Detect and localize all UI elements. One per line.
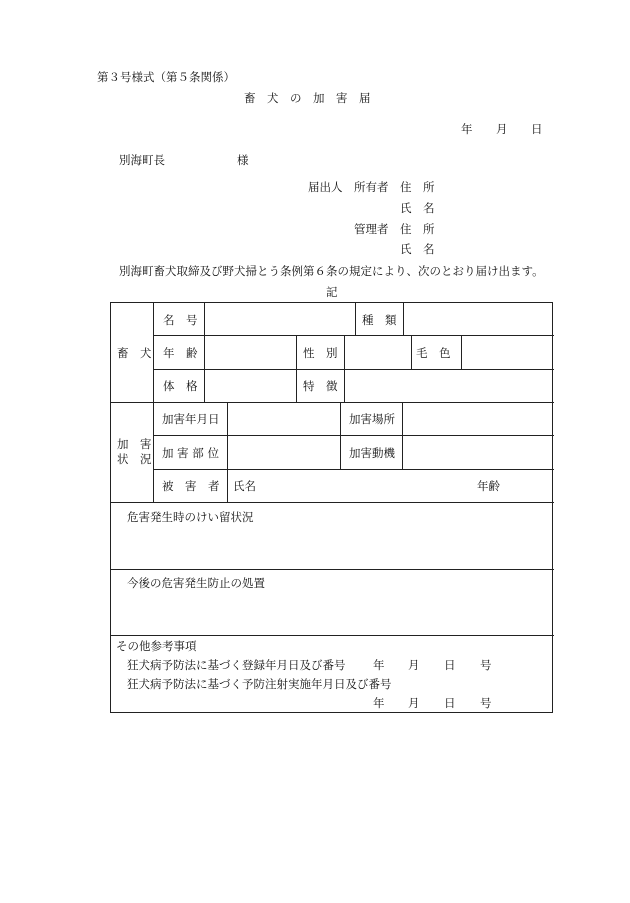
owner-label: 所有者 [354, 180, 389, 194]
ki-label: 記 [326, 285, 338, 299]
date-month-label: 月 [496, 122, 508, 136]
victim-name-label: 氏名 [233, 479, 256, 493]
manager-label: 管理者 [354, 222, 389, 236]
prevention-measures-label: 今後の危害発生防止の処置 [127, 576, 265, 590]
vaccination-label: 狂犬病予防法に基づく予防注射実施年月日及び番号 [127, 677, 392, 691]
owner-address-label: 住 所 [400, 180, 435, 194]
dog-section-label: 畜 犬 [117, 346, 152, 360]
harm-section-label-1: 加 害 [117, 437, 152, 451]
form-title: 畜 犬 の 加 害 届 [244, 91, 371, 105]
vaccination-number: 号 [480, 696, 492, 710]
applicant-label: 届出人 [308, 180, 343, 194]
manager-address-label: 住 所 [400, 222, 435, 236]
harm-part-label: 加 害 部 位 [162, 446, 219, 460]
victim-label: 被 害 者 [162, 479, 220, 493]
owner-name-label: 氏 名 [400, 201, 435, 215]
registration-number: 号 [480, 658, 492, 672]
registration-day: 日 [444, 658, 456, 672]
victim-age-label: 年齢 [477, 479, 500, 493]
dog-name-label: 名 号 [163, 313, 198, 327]
harm-motive-label: 加害動機 [349, 446, 395, 460]
harm-section-label-2: 状 況 [117, 452, 152, 466]
other-notes-label: その他参考事項 [116, 639, 197, 653]
date-year-label: 年 [461, 122, 473, 136]
harm-place-label: 加害場所 [349, 412, 395, 426]
harm-date-label: 加害年月日 [162, 412, 220, 426]
addressee: 別海町長 [119, 153, 165, 167]
restraint-status-label: 危害発生時のけい留状況 [127, 510, 254, 524]
statement: 別海町畜犬取締及び野犬掃とう条例第６条の規定により、次のとおり届け出ます。 [119, 264, 544, 278]
form-number: 第３号様式（第５条関係） [97, 70, 235, 84]
registration-month: 月 [408, 658, 420, 672]
date-day-label: 日 [531, 122, 543, 136]
breed-label: 種 類 [362, 313, 397, 327]
features-label: 特 徴 [303, 379, 338, 393]
age-label: 年 齢 [163, 346, 198, 360]
build-label: 体 格 [163, 379, 198, 393]
vaccination-day: 日 [444, 696, 456, 710]
vaccination-year: 年 [373, 696, 385, 710]
vaccination-month: 月 [408, 696, 420, 710]
registration-label: 狂犬病予防法に基づく登録年月日及び番号 [127, 658, 346, 672]
form-table [110, 302, 553, 713]
sex-label: 性 別 [303, 346, 338, 360]
honorific: 様 [237, 153, 249, 167]
manager-name-label: 氏 名 [400, 242, 435, 256]
registration-year: 年 [373, 658, 385, 672]
coat-color-label: 毛 色 [416, 346, 451, 360]
